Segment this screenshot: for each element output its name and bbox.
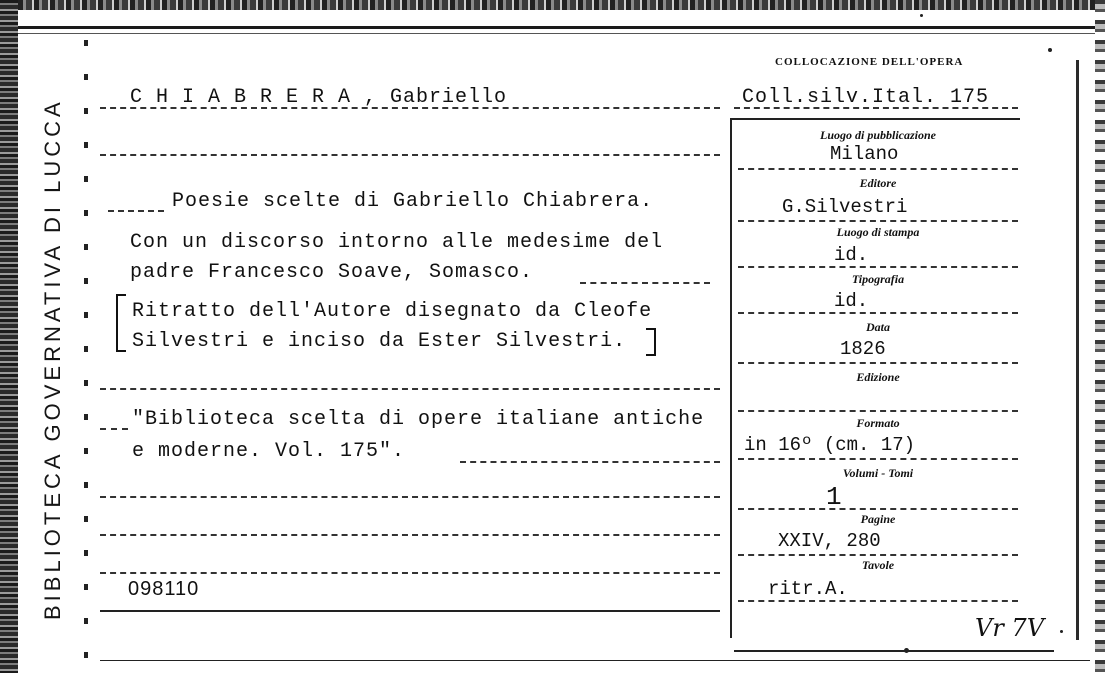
pages-rule	[738, 554, 1018, 556]
series-indent-rule	[100, 428, 128, 430]
title-indent-rule	[108, 210, 164, 212]
place-label: Luogo di pubblicazione	[819, 128, 936, 142]
ink-speck	[904, 648, 909, 653]
publisher-label: Editore	[859, 176, 897, 190]
volumes-value: 1	[826, 482, 842, 512]
title-line-3: padre Francesco Soave, Somasco.	[130, 261, 534, 284]
plates-value: ritr.A.	[768, 578, 848, 600]
author-heading: C H I A B R E R A , Gabriello	[130, 86, 508, 109]
handwritten-note: Vr 7V	[975, 614, 1045, 642]
pages-value: XXIV, 280	[778, 530, 881, 552]
top-rule-thin	[18, 33, 1095, 34]
plates-label: Tavole	[861, 558, 895, 572]
ink-speck	[1060, 630, 1063, 633]
portrait-line-2: Silvestri e inciso da Ester Silvestri.	[132, 330, 627, 353]
card-left-edge	[0, 0, 18, 673]
portrait-line-1: Ritratto dell'Autore disegnato da Cleofe	[132, 300, 653, 323]
series-line-1: "Biblioteca scelta di opere italiane antiche	[132, 408, 705, 431]
blank-rule-1	[100, 154, 720, 156]
print-place-label: Luogo di stampa	[836, 225, 920, 239]
margin-ticks	[84, 40, 88, 660]
bottom-rule-left	[100, 610, 720, 612]
typography-value: id.	[834, 290, 869, 312]
title-line-2: Con un discorso intorno alle medesime del	[130, 231, 664, 254]
date-rule	[738, 362, 1018, 364]
metadata-top-rule	[730, 118, 1020, 120]
author-rule	[100, 107, 720, 109]
date-value: 1826	[840, 338, 886, 360]
blank-rule-5	[100, 572, 720, 574]
series-line-2: e moderne. Vol. 175".	[132, 440, 406, 463]
series-rule-2	[460, 461, 720, 463]
blank-rule-4	[100, 534, 720, 536]
format-label: Formato	[856, 416, 900, 430]
pages-label: Pagine	[860, 512, 896, 526]
collocation-rule	[734, 107, 1018, 109]
volumes-rule	[738, 508, 1018, 510]
format-rule	[738, 458, 1018, 460]
place-rule	[738, 168, 1018, 170]
format-value: in 16º (cm. 17)	[744, 434, 916, 456]
edition-label: Edizione	[856, 370, 900, 384]
edition-rule	[738, 410, 1018, 412]
bottom-rule-right	[734, 650, 1054, 652]
card-top-edge	[18, 0, 1095, 10]
inventory-number: 098110	[128, 578, 200, 600]
ink-speck	[1048, 48, 1052, 52]
right-margin-line	[1076, 60, 1079, 640]
date-label: Data	[866, 320, 890, 334]
bracket-open	[116, 294, 126, 352]
print-place-rule	[738, 266, 1018, 268]
blank-rule-2	[100, 388, 720, 390]
typography-label: Tipografia	[851, 272, 905, 286]
volumes-label: Volumi - Tomi	[842, 466, 914, 480]
top-rule	[18, 26, 1095, 29]
ink-speck	[920, 14, 923, 17]
blank-rule-3	[100, 496, 720, 498]
publisher-rule	[738, 220, 1018, 222]
place-value: Milano	[830, 143, 899, 165]
publisher-value: G.Silvestri	[782, 196, 908, 218]
title-line-1: Poesie scelte di Gabriello Chiabrera.	[172, 190, 654, 213]
column-divider	[730, 118, 732, 638]
card-right-edge	[1095, 0, 1105, 673]
card-bottom-rule	[100, 660, 1090, 661]
print-place-value: id.	[834, 244, 869, 266]
typography-rule	[738, 312, 1018, 314]
plates-rule	[738, 600, 1018, 602]
collocation-mark: Coll.silv.Ital. 175	[742, 86, 990, 109]
collocation-header: COLLOCAZIONE DELL'OPERA	[775, 56, 964, 68]
title-rule-3	[580, 282, 710, 284]
library-name: BIBLIOTECA GOVERNATIVA DI LUCCA	[40, 98, 65, 620]
bracket-close	[646, 328, 656, 356]
